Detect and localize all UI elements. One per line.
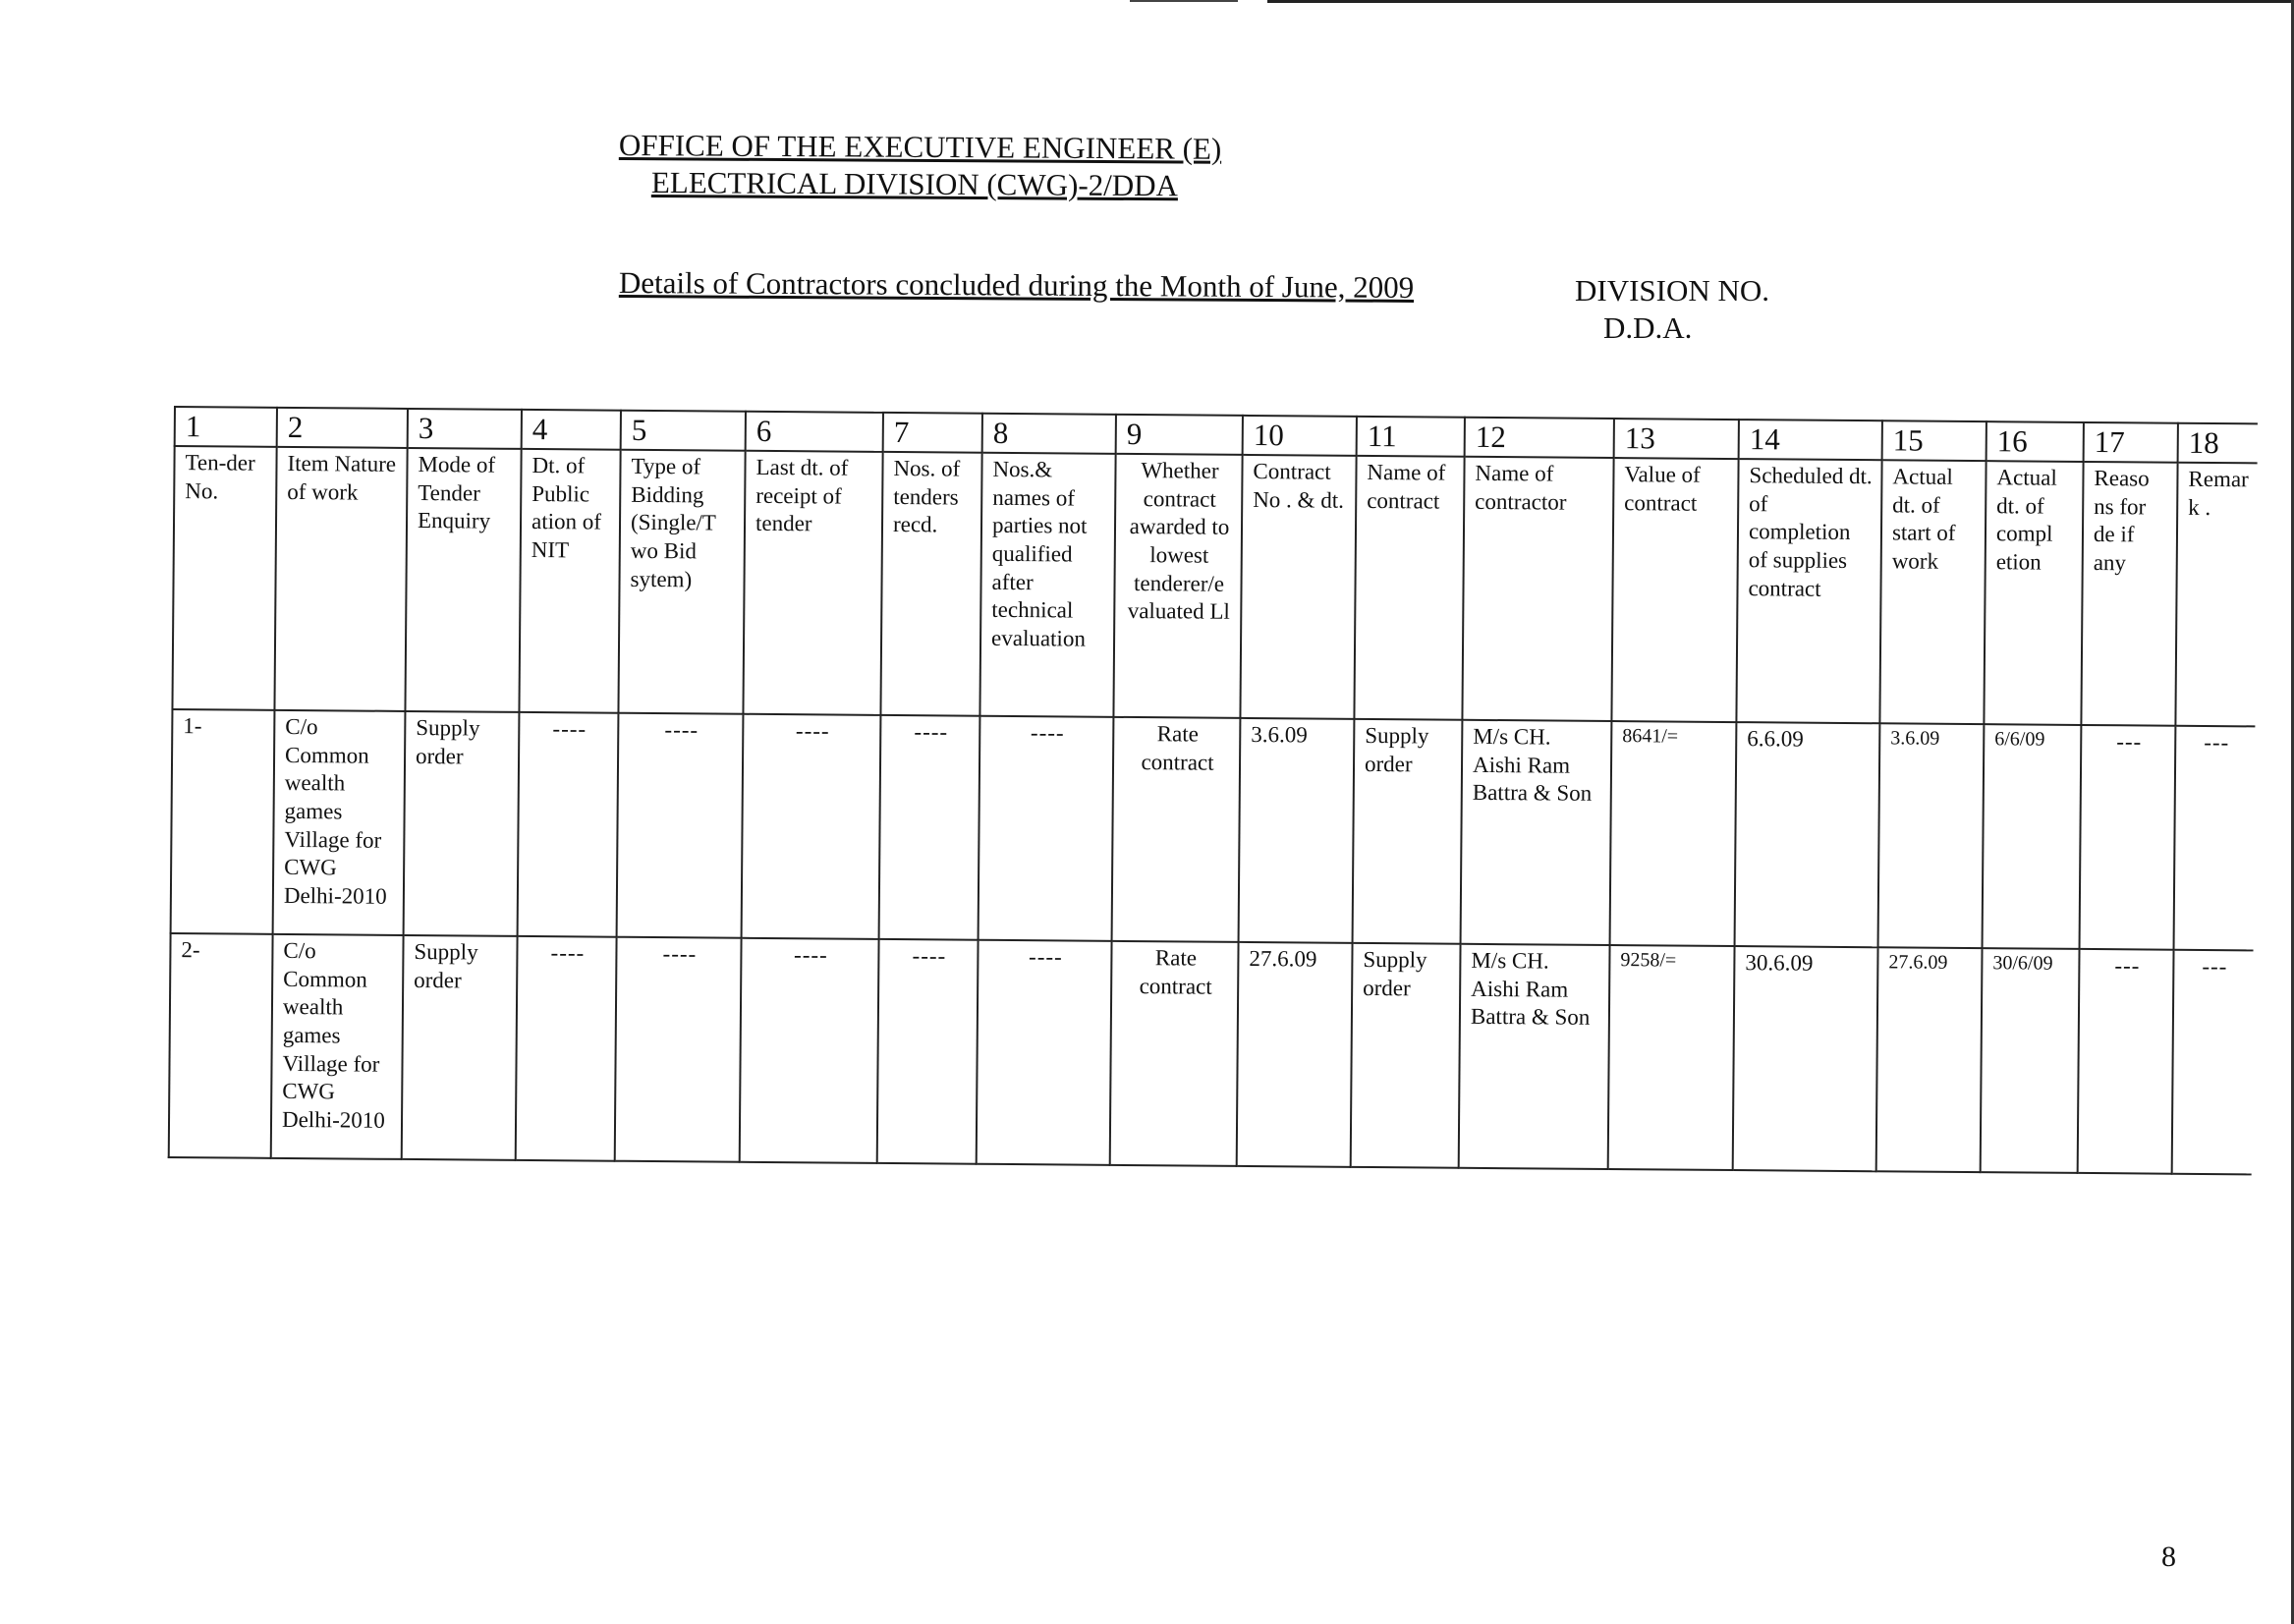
cell-bidding-type: ----: [615, 937, 742, 1162]
contracts-table-wrapper: [168, 406, 2257, 1176]
header-actual-completion: Actual dt. of compl etion: [1984, 462, 2083, 726]
column-number: 3: [408, 409, 522, 449]
cell-delay-reasons: ---: [2078, 949, 2174, 1174]
cell-tender-no: 1-: [171, 709, 275, 934]
column-number: 10: [1243, 416, 1357, 456]
header-mode-of-tender: Mode of Tender Enquiry: [405, 448, 521, 712]
column-number: 12: [1465, 418, 1614, 459]
column-number: 17: [2084, 422, 2178, 463]
header-tenders-received: Nos. of tenders recd.: [880, 452, 981, 716]
cell-not-qualified: ----: [977, 940, 1112, 1165]
organization-label: D.D.A.: [1603, 310, 1693, 345]
scan-edge-mark: [1130, 0, 1238, 2]
header-contractor-name: Name of contractor: [1462, 457, 1613, 721]
cell-contract-value: 9258/=: [1608, 945, 1735, 1170]
cell-contract-value: 8641/=: [1610, 721, 1737, 946]
details-title: Details of Contractors concluded during the Month of June, 2009: [618, 265, 1415, 305]
column-number: 18: [2178, 423, 2258, 464]
cell-delay-reasons: ---: [2080, 725, 2176, 950]
cell-contract-name: Supply order: [1353, 719, 1463, 944]
cell-awarded-lowest: Rate contract: [1110, 941, 1239, 1166]
division-title: ELECTRICAL DIVISION (CWG)-2/DDA: [650, 165, 1179, 203]
scan-top-border: [1267, 0, 2294, 3]
cell-actual-completion: 6/6/09: [1983, 725, 2082, 950]
cell-item-nature: C/o Common wealth games Village for CWG Delhi-2010: [271, 934, 404, 1159]
column-number: 16: [1986, 421, 2084, 462]
column-number: 14: [1739, 420, 1882, 461]
header-last-receipt-date: Last dt. of receipt of tender: [743, 451, 882, 715]
cell-contract-no: 27.6.09: [1237, 942, 1353, 1167]
column-number: 11: [1357, 417, 1465, 457]
cell-contractor-name: M/s CH. Aishi Ram Battra & Son: [1459, 944, 1610, 1169]
header-scheduled-completion: Scheduled dt. of completion of supplies contract: [1736, 460, 1881, 724]
division-number-label: DIVISION NO.: [1575, 273, 1770, 308]
header-bidding-type: Type of Bidding (Single/T wo Bid sytem): [618, 450, 745, 714]
cell-item-nature: C/o Common wealth games Village for CWG Delhi-2010: [273, 710, 406, 935]
header-awarded-lowest: Whether contract awarded to lowest tenderer/e valuated Ll: [1113, 454, 1242, 718]
cell-actual-start: 3.6.09: [1878, 724, 1985, 949]
cell-publication-date: ----: [516, 936, 617, 1161]
column-number: 13: [1614, 419, 1739, 459]
cell-awarded-lowest: Rate contract: [1112, 717, 1241, 942]
cell-contract-name: Supply order: [1351, 943, 1461, 1168]
header-contract-value: Value of contract: [1611, 458, 1738, 722]
column-number: 7: [883, 413, 982, 453]
header-publication-date: Dt. of Public ation of NIT: [519, 449, 620, 713]
cell-publication-date: ----: [518, 712, 619, 937]
cell-tender-no: 2-: [169, 933, 273, 1158]
cell-last-receipt-date: ----: [740, 938, 879, 1163]
header-actual-start: Actual dt. of start of work: [1879, 461, 1986, 725]
cell-contract-no: 3.6.09: [1239, 718, 1355, 943]
header-delay-reasons: Reaso ns for de if any: [2081, 462, 2177, 726]
column-number: 2: [277, 408, 408, 449]
column-number: 6: [746, 412, 883, 453]
header-tender-no: Ten-der No.: [172, 446, 276, 710]
cell-bidding-type: ----: [617, 713, 744, 938]
cell-mode-of-tender: Supply order: [404, 711, 520, 936]
page-number: 8: [2161, 1540, 2176, 1573]
column-header-row: [172, 446, 2257, 726]
cell-last-receipt-date: ----: [742, 714, 881, 939]
column-number: 15: [1882, 420, 1986, 461]
table-row: [169, 933, 2254, 1174]
cell-remarks: ---: [2172, 950, 2254, 1175]
header-not-qualified: Nos.& names of parties not qualified after technical evaluation: [979, 453, 1115, 717]
cell-actual-start: 27.6.09: [1876, 948, 1983, 1173]
column-number: 4: [522, 410, 621, 450]
cell-tenders-received: ----: [877, 939, 979, 1164]
table-row: [171, 709, 2256, 950]
column-number: 5: [621, 411, 746, 451]
column-number: 8: [982, 414, 1116, 455]
cell-scheduled-completion: 30.6.09: [1733, 946, 1878, 1171]
contracts-table: [168, 406, 2258, 1176]
column-number: 1: [175, 407, 277, 447]
header-item-nature: Item Nature of work: [274, 447, 407, 711]
column-number: 9: [1116, 415, 1243, 455]
header-contract-name: Name of contract: [1354, 456, 1464, 720]
cell-scheduled-completion: 6.6.09: [1735, 722, 1880, 947]
cell-remarks: ---: [2174, 726, 2256, 951]
header-contract-no: Contract No . & dt.: [1240, 455, 1356, 719]
header-remarks: Remark .: [2175, 463, 2257, 727]
cell-tenders-received: ----: [879, 715, 980, 940]
cell-not-qualified: ----: [979, 716, 1114, 941]
cell-contractor-name: M/s CH. Aishi Ram Battra & Son: [1461, 720, 1612, 945]
cell-actual-completion: 30/6/09: [1981, 949, 2080, 1174]
office-title: OFFICE OF THE EXECUTIVE ENGINEER (E): [618, 128, 1222, 166]
cell-mode-of-tender: Supply order: [402, 935, 518, 1160]
